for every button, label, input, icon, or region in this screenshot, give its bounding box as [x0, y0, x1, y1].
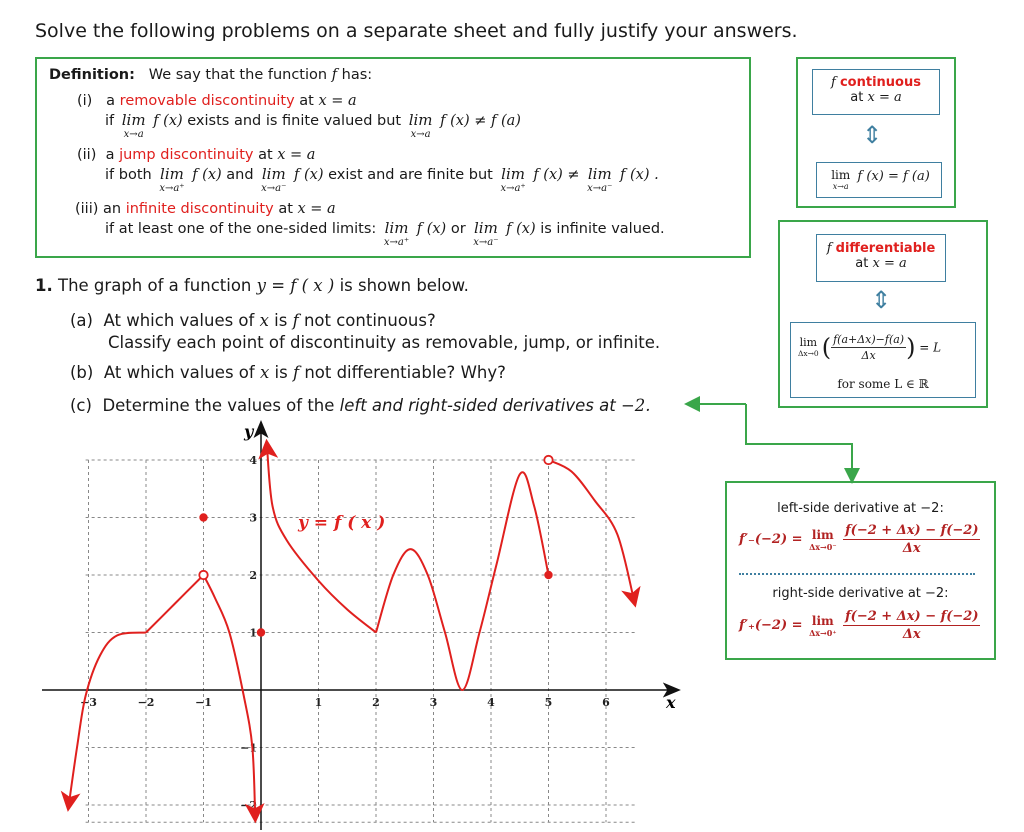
- detail-pre: if both: [105, 167, 152, 183]
- lim-sub: x→a: [832, 182, 849, 191]
- detail-neq: f (x) ≠: [533, 167, 580, 183]
- question-italic: left and right-sided derivatives at: [339, 396, 616, 415]
- lim-text: lim: [474, 219, 498, 237]
- curve-piece-1: [68, 633, 146, 808]
- derivative-definition-box: [790, 322, 976, 398]
- limit: [809, 615, 836, 637]
- lim-sub: x→a: [123, 129, 144, 140]
- fx: f (x): [416, 221, 447, 237]
- limit: [809, 529, 836, 551]
- question-b: [70, 363, 506, 382]
- at-text: at: [850, 90, 864, 105]
- continuity-equation: f (x) = f (a): [857, 169, 930, 184]
- detail-end: f (x) .: [620, 167, 659, 183]
- item-at: at: [278, 201, 293, 217]
- item-num: (i): [77, 93, 93, 109]
- definition-box: [35, 57, 751, 258]
- detail-pre: if at least one of the one-sided limits:: [105, 221, 377, 237]
- detail-pre: if: [105, 113, 115, 129]
- continuous-label-box: [812, 69, 940, 115]
- differentiable-label: differentiable: [835, 241, 936, 256]
- open-point: [199, 571, 207, 579]
- lim-sub: x→a: [410, 129, 431, 140]
- question-a-line2: Classify each point of discontinuity as removable, jump, or infinite.: [108, 333, 661, 352]
- definition-header: [49, 67, 372, 83]
- limit: [122, 113, 146, 140]
- equivalence-arrow-icon: ⇕: [871, 286, 892, 314]
- problem-text: The graph of a function: [58, 276, 252, 295]
- lim-sub: x→a⁻: [473, 237, 499, 248]
- item-at: at: [299, 93, 314, 109]
- x-tick-label: 1: [314, 696, 323, 709]
- lim-text: lim: [160, 165, 184, 183]
- problem-number: 1.: [35, 276, 53, 295]
- y-tick-label: −1: [240, 741, 257, 755]
- limit: [798, 337, 819, 358]
- lim-text: lim: [811, 527, 834, 542]
- detail-and: and: [226, 167, 254, 183]
- problem-text-end: is shown below.: [339, 276, 469, 295]
- lim-sub: x→a⁺: [159, 183, 185, 194]
- lim-text: lim: [261, 165, 286, 183]
- question-is: is: [274, 311, 288, 330]
- x-tick-label: −2: [137, 696, 155, 709]
- item-iii-detail: [105, 221, 665, 248]
- y-tick-label: 2: [249, 569, 257, 582]
- curve-label: y = f ( x ): [298, 513, 386, 533]
- removable-term: removable discontinuity: [119, 93, 295, 109]
- lim-text: lim: [831, 168, 851, 182]
- derivatives-box: [725, 481, 996, 660]
- var-x: x: [259, 363, 270, 382]
- question-label: (a): [70, 311, 93, 330]
- lim-sub: Δx→0⁻: [809, 541, 837, 552]
- question-text: At which values of: [103, 363, 255, 382]
- problem-1: [35, 276, 469, 295]
- limit: [500, 167, 525, 194]
- question-text: not differentiable? Why?: [304, 363, 506, 382]
- denominator: Δx: [902, 627, 921, 642]
- limit: [159, 167, 184, 194]
- question-label: (c): [70, 396, 92, 415]
- denominator: Δx: [902, 541, 921, 556]
- question-text: Determine the values of the: [102, 396, 335, 415]
- detail-mid: exists and is finite valued but: [187, 113, 402, 129]
- lim-text: lim: [408, 111, 433, 129]
- item-i-detail: [105, 113, 521, 140]
- item-cond: x = a: [318, 93, 357, 109]
- lim-text: lim: [799, 336, 818, 350]
- differentiable-box: [778, 220, 988, 408]
- definition-lead: We say that the function: [148, 67, 328, 83]
- lim-sub: x→a⁻: [261, 183, 287, 194]
- continuous-box: [796, 57, 956, 208]
- question-text: At which values of: [103, 311, 255, 330]
- fx: f (x): [506, 221, 536, 237]
- differentiable-label-box: [816, 234, 946, 282]
- lim-sub: x→a⁺: [383, 237, 410, 248]
- x-tick-label: −3: [80, 696, 97, 709]
- right-quotient: [843, 609, 980, 642]
- y-axis-label: y: [244, 422, 254, 441]
- left-derivative-title: left-side derivative at −2:: [777, 501, 944, 516]
- cond-text: x = a: [872, 256, 907, 271]
- y-tick-label: 3: [249, 511, 257, 525]
- open-point: [544, 456, 552, 464]
- curve-piece-2: [146, 575, 204, 633]
- question-text: not continuous?: [303, 311, 436, 330]
- detail-or: or: [450, 221, 466, 237]
- item-cond: x = a: [277, 147, 316, 163]
- definition-has: has:: [341, 67, 373, 83]
- fx: f (x): [192, 167, 222, 183]
- curve-piece-5: [376, 472, 549, 690]
- left-derivative-formula: [739, 523, 980, 556]
- for-some-L: for some L ∈ ℝ: [837, 377, 929, 391]
- detail-mid: exist and are finite but: [328, 167, 493, 183]
- question-is: is: [274, 363, 288, 382]
- question-c: [70, 396, 651, 415]
- connector-arrow: [680, 390, 870, 485]
- right-lhs: f′₊(−2) =: [739, 618, 803, 633]
- limit: [384, 221, 409, 248]
- infinite-term: infinite discontinuity: [125, 201, 274, 217]
- lim-sub: x→a⁻: [587, 183, 613, 194]
- equals-L: = L: [919, 340, 942, 355]
- limit: [409, 113, 433, 140]
- cond-text: x = a: [867, 90, 902, 105]
- limit: [831, 169, 850, 191]
- dq-numerator: f(a+Δx)−f(a): [833, 333, 905, 346]
- continuous-limit-box: [816, 162, 942, 198]
- y-tick-label: −2: [240, 799, 257, 812]
- question-value: −2.: [620, 396, 651, 415]
- closed-point: [544, 571, 552, 579]
- var-f: f: [292, 363, 300, 382]
- lim-text: lim: [501, 165, 525, 183]
- item-article: a: [106, 93, 116, 109]
- x-tick-label: 2: [372, 696, 380, 709]
- x-tick-label: 3: [429, 696, 438, 709]
- difference-quotient: [831, 333, 906, 362]
- lim-text: lim: [811, 613, 834, 628]
- x-axis-label: x: [666, 693, 676, 712]
- numerator: f(−2 + Δx) − f(−2): [845, 609, 979, 624]
- question-label: (b): [70, 363, 94, 382]
- curve-piece-4: [267, 443, 376, 633]
- fx: f (x): [153, 113, 183, 129]
- closed-point: [257, 628, 265, 636]
- definition-heading: Definition:: [49, 67, 135, 83]
- var-x: x: [259, 311, 269, 330]
- connector-line: [746, 404, 852, 476]
- x-tick-label: 4: [487, 696, 495, 709]
- lim-text: lim: [121, 111, 146, 129]
- right-derivative-formula: [739, 609, 980, 642]
- detail-end: f (x) ≠ f (a): [440, 113, 521, 129]
- lim-text: lim: [384, 219, 409, 237]
- closed-point: [199, 513, 207, 521]
- y-tick-label: 1: [249, 626, 257, 640]
- right-derivative-title: right-side derivative at −2:: [772, 586, 949, 601]
- item-article: an: [103, 201, 122, 217]
- lim-text: lim: [587, 165, 612, 183]
- item-ii-title: [77, 147, 315, 163]
- item-article: a: [105, 147, 115, 163]
- problem-equation: y = f ( x ): [256, 276, 335, 295]
- derivative-limit: lim Δx→0 ( $\frac{f(a+\Delta x)-f(a)}{\Delta x}$ ) = L: [798, 333, 942, 362]
- instructions: Solve the following problems on a separate sheet and fully justify your answers.: [35, 20, 798, 42]
- at-text: at: [855, 256, 869, 271]
- lim-sub: x→a⁺: [500, 183, 526, 194]
- left-lhs: f′₋(−2) =: [739, 532, 803, 547]
- item-num: (iii): [75, 201, 99, 217]
- function-graph: [0, 415, 700, 832]
- equivalence-arrow-icon: ⇕: [862, 121, 883, 149]
- dq-denominator: Δx: [861, 349, 876, 362]
- x-tick-label: −1: [195, 696, 212, 709]
- left-quotient: [843, 523, 980, 556]
- numerator: f(−2 + Δx) − f(−2): [845, 523, 979, 538]
- item-ii-detail: [105, 167, 659, 194]
- definition-f: f: [331, 67, 338, 83]
- item-cond: x = a: [297, 201, 336, 217]
- var-f: f: [292, 311, 299, 330]
- limit: [587, 167, 612, 194]
- lim-sub: Δx→0⁺: [809, 627, 837, 638]
- curve-piece-6: [549, 460, 635, 604]
- item-i-title: [77, 93, 357, 109]
- item-num: (ii): [77, 147, 97, 163]
- curves: [68, 443, 634, 820]
- jump-term: jump discontinuity: [119, 147, 254, 163]
- limit: [473, 221, 498, 248]
- f-symbol: f: [831, 75, 836, 90]
- item-at: at: [258, 147, 273, 163]
- divider: [739, 573, 975, 575]
- detail-end: is infinite valued.: [540, 221, 665, 237]
- continuous-label: continuous: [839, 75, 921, 90]
- x-tick-label: 6: [602, 696, 610, 709]
- lim-sub: Δx→0: [798, 349, 819, 359]
- limit: [261, 167, 286, 194]
- item-iii-title: [75, 201, 336, 217]
- question-a: [70, 311, 436, 330]
- fx: f (x): [294, 167, 324, 183]
- y-tick-label: 4: [249, 454, 257, 467]
- x-tick-label: 5: [544, 696, 553, 709]
- f-symbol: f: [826, 241, 832, 256]
